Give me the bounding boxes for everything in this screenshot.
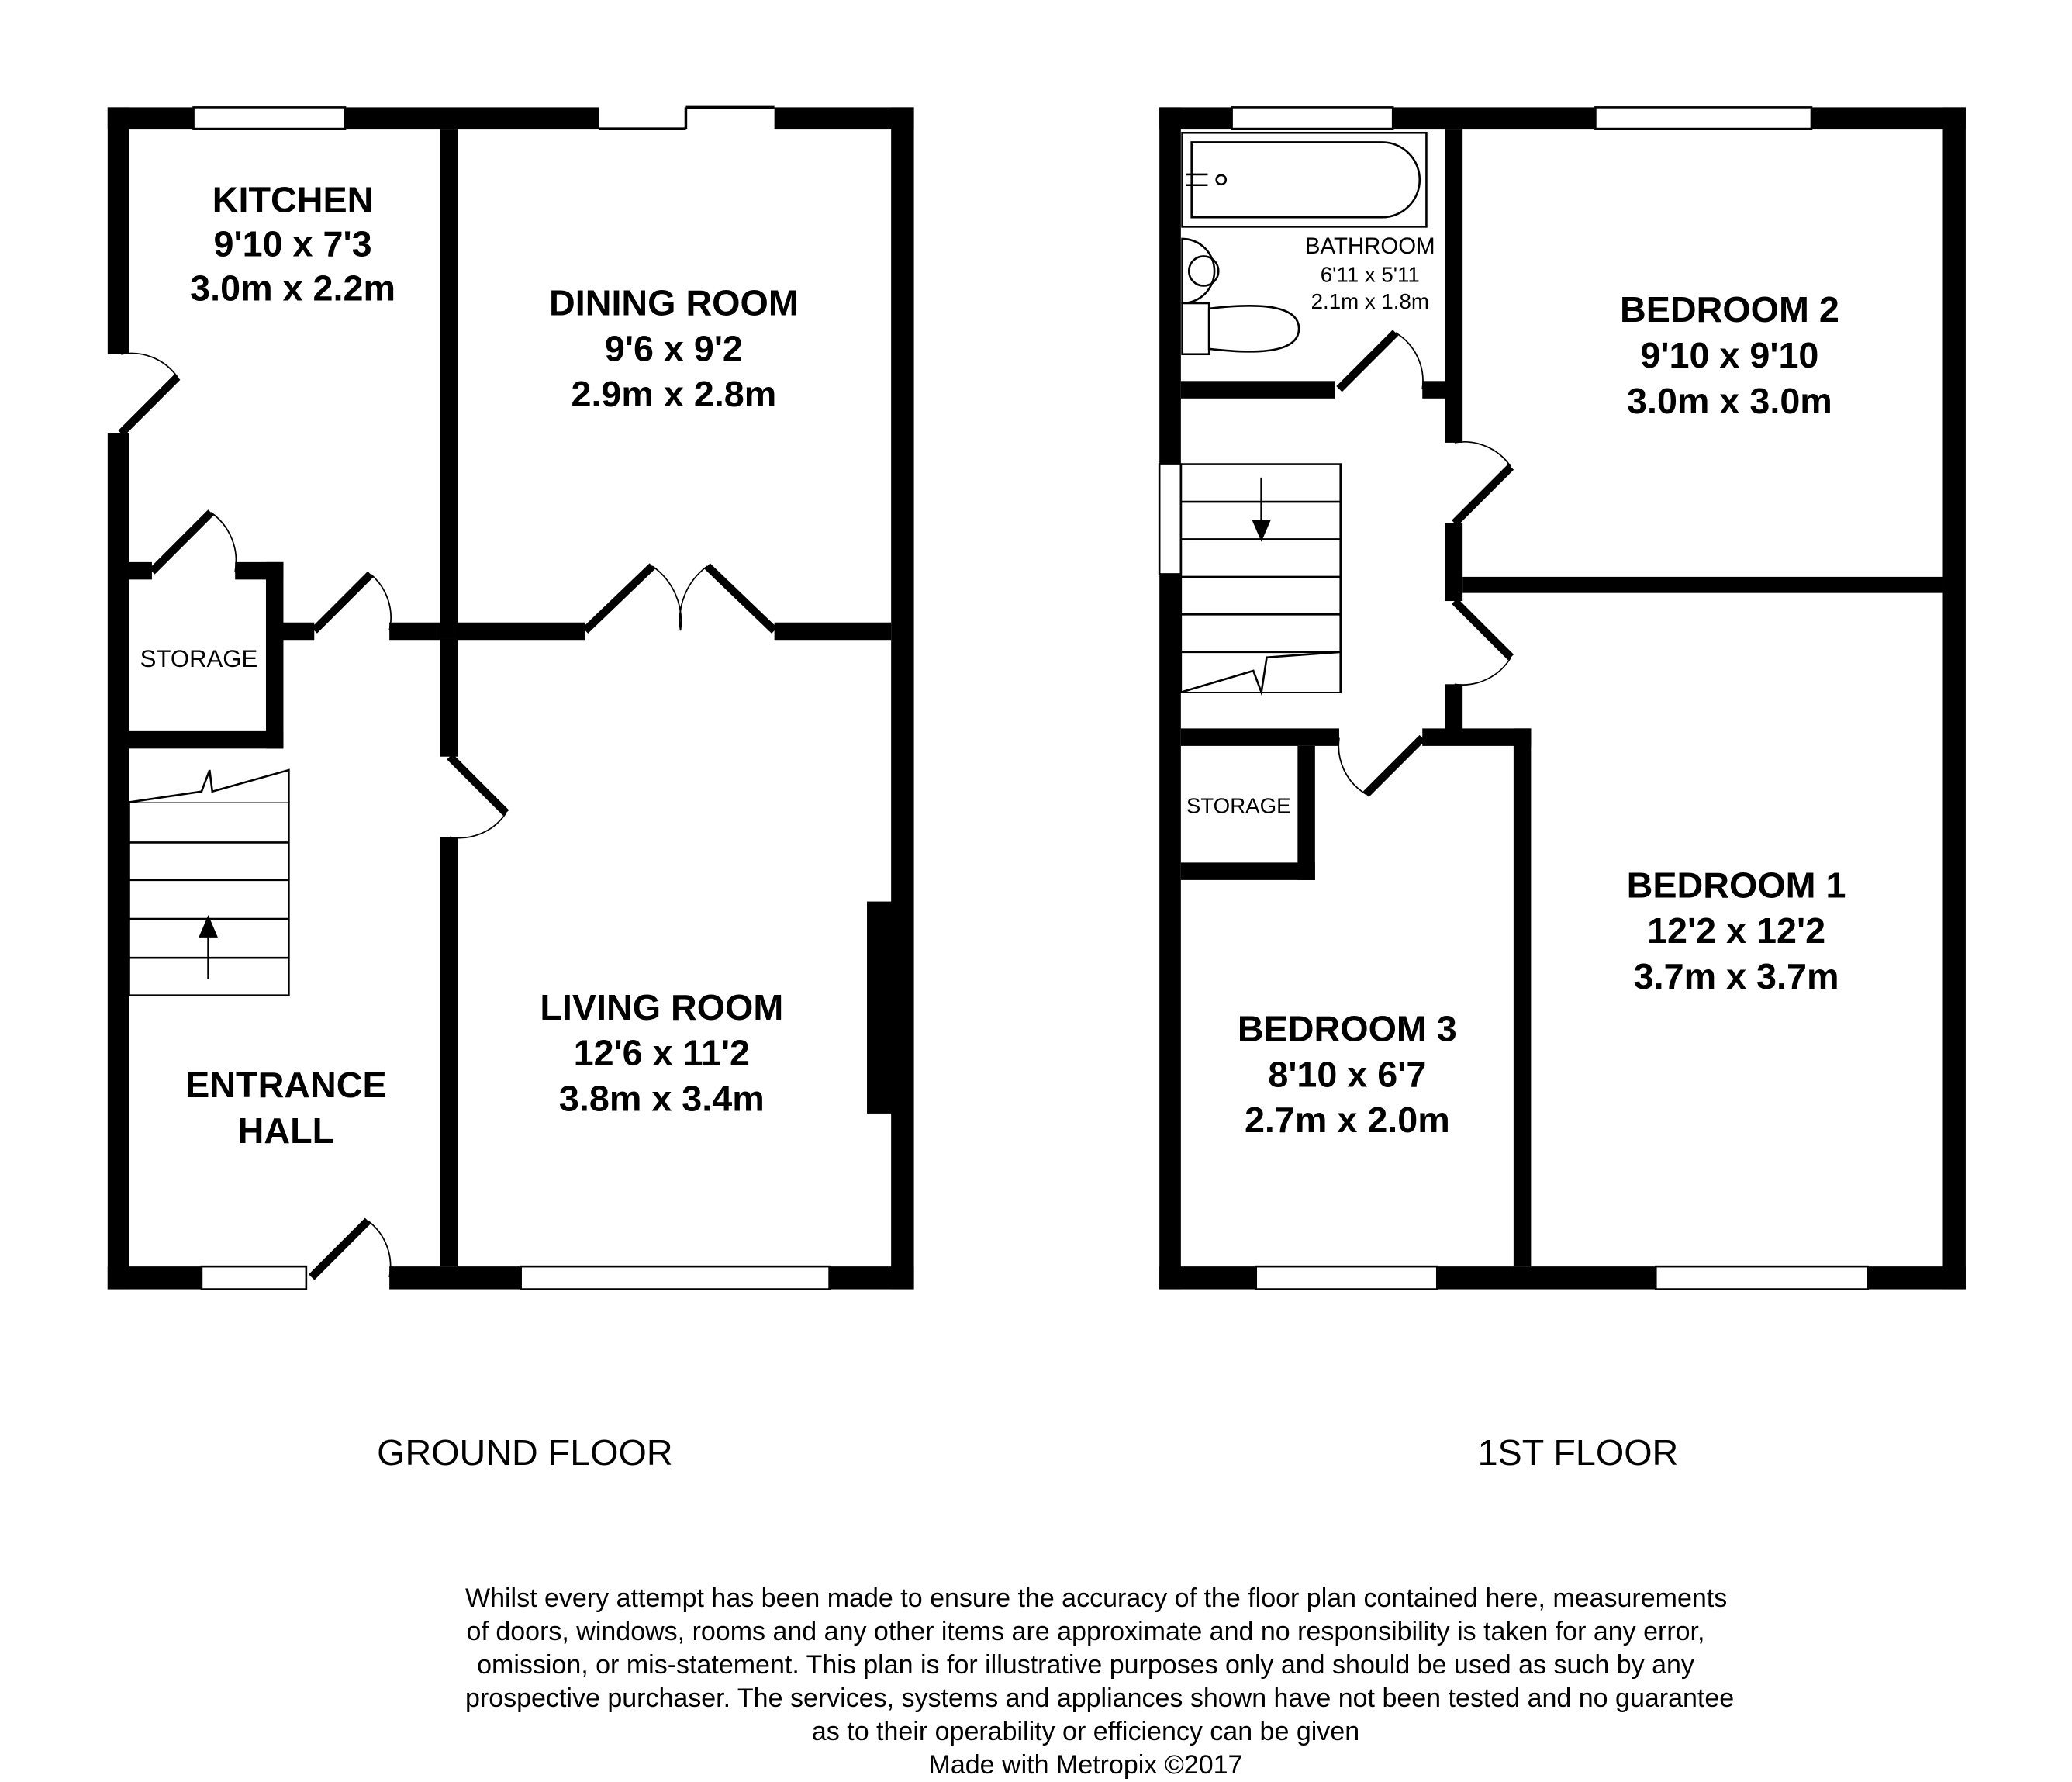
living-room-size-imperial: 12'6 x 11'2	[573, 1032, 751, 1073]
bedroom-1-size-imperial: 12'2 x 12'2	[1647, 910, 1826, 951]
first-floor-title: 1ST FLOOR	[1477, 1432, 1679, 1473]
bathroom-label	[1305, 233, 1435, 313]
copyright-line: Made with Metropix ©2017	[928, 1750, 1243, 1780]
dining-room-size-metric: 2.9m x 2.8m	[571, 374, 777, 415]
kitchen-size-metric: 3.0m x 2.2m	[190, 268, 395, 309]
bedroom-3-name: BEDROOM 3	[1237, 1008, 1457, 1049]
bedroom-1-size-metric: 3.7m x 3.7m	[1633, 956, 1839, 997]
bedroom-1-name: BEDROOM 1	[1626, 865, 1846, 906]
bedroom-3-label	[1238, 1008, 1457, 1140]
ground-floor-patio-doors	[599, 107, 775, 129]
disclaimer-line: as to their operability or efficiency can be given	[811, 1717, 1360, 1746]
bedroom-2-label	[1620, 289, 1839, 421]
ground-storage-label: STORAGE	[140, 644, 258, 672]
kitchen-size-imperial: 9'10 x 7'3	[213, 223, 372, 264]
bedroom-1-label	[1627, 865, 1846, 996]
kitchen-name: KITCHEN	[212, 179, 374, 220]
disclaimer-line: prospective purchaser. The services, systems and appliances shown have not been tested and no guarantee	[465, 1684, 1735, 1713]
bedroom-3-size-imperial: 8'10 x 6'7	[1268, 1054, 1427, 1095]
dining-room-label	[549, 283, 799, 415]
bathroom-size-metric: 2.1m x 1.8m	[1311, 288, 1429, 313]
entrance-hall-line1: ENTRANCE	[185, 1065, 387, 1106]
living-room-label	[540, 987, 783, 1119]
bedroom-2-size-metric: 3.0m x 3.0m	[1627, 380, 1832, 421]
first-floor-stairs	[1181, 464, 1341, 692]
disclaimer-text	[465, 1582, 1735, 1782]
first-floor-doors	[1338, 333, 1511, 794]
disclaimer-line: of doors, windows, rooms and any other items are approximate and no responsibility is taken for any error,	[466, 1617, 1705, 1646]
living-room-name: LIVING ROOM	[540, 986, 784, 1027]
dining-room-name: DINING ROOM	[549, 282, 799, 323]
bedroom-2-size-imperial: 9'10 x 9'10	[1640, 335, 1819, 376]
ground-floor-title: GROUND FLOOR	[377, 1432, 673, 1473]
kitchen-label	[190, 179, 395, 308]
living-room-size-metric: 3.8m x 3.4m	[558, 1078, 765, 1119]
first-storage-label: STORAGE	[1186, 793, 1291, 818]
dining-room-size-imperial: 9'6 x 9'2	[604, 328, 743, 369]
disclaimer-line: Whilst every attempt has been made to ensure the accuracy of the floor plan contained here, measurements	[465, 1583, 1728, 1613]
bathroom-name: BATHROOM	[1304, 233, 1435, 259]
ground-floor-stairs	[130, 770, 289, 996]
disclaimer-line: omission, or mis-statement. This plan is for illustrative purposes only and should be used as such by any	[477, 1650, 1694, 1680]
bathroom-size-imperial: 6'11 x 5'11	[1320, 262, 1420, 287]
bedroom-2-name: BEDROOM 2	[1619, 289, 1839, 330]
bedroom-3-size-metric: 2.7m x 2.0m	[1244, 1100, 1450, 1141]
entrance-hall-line2: HALL	[237, 1110, 335, 1151]
entrance-hall-label	[185, 1065, 386, 1151]
